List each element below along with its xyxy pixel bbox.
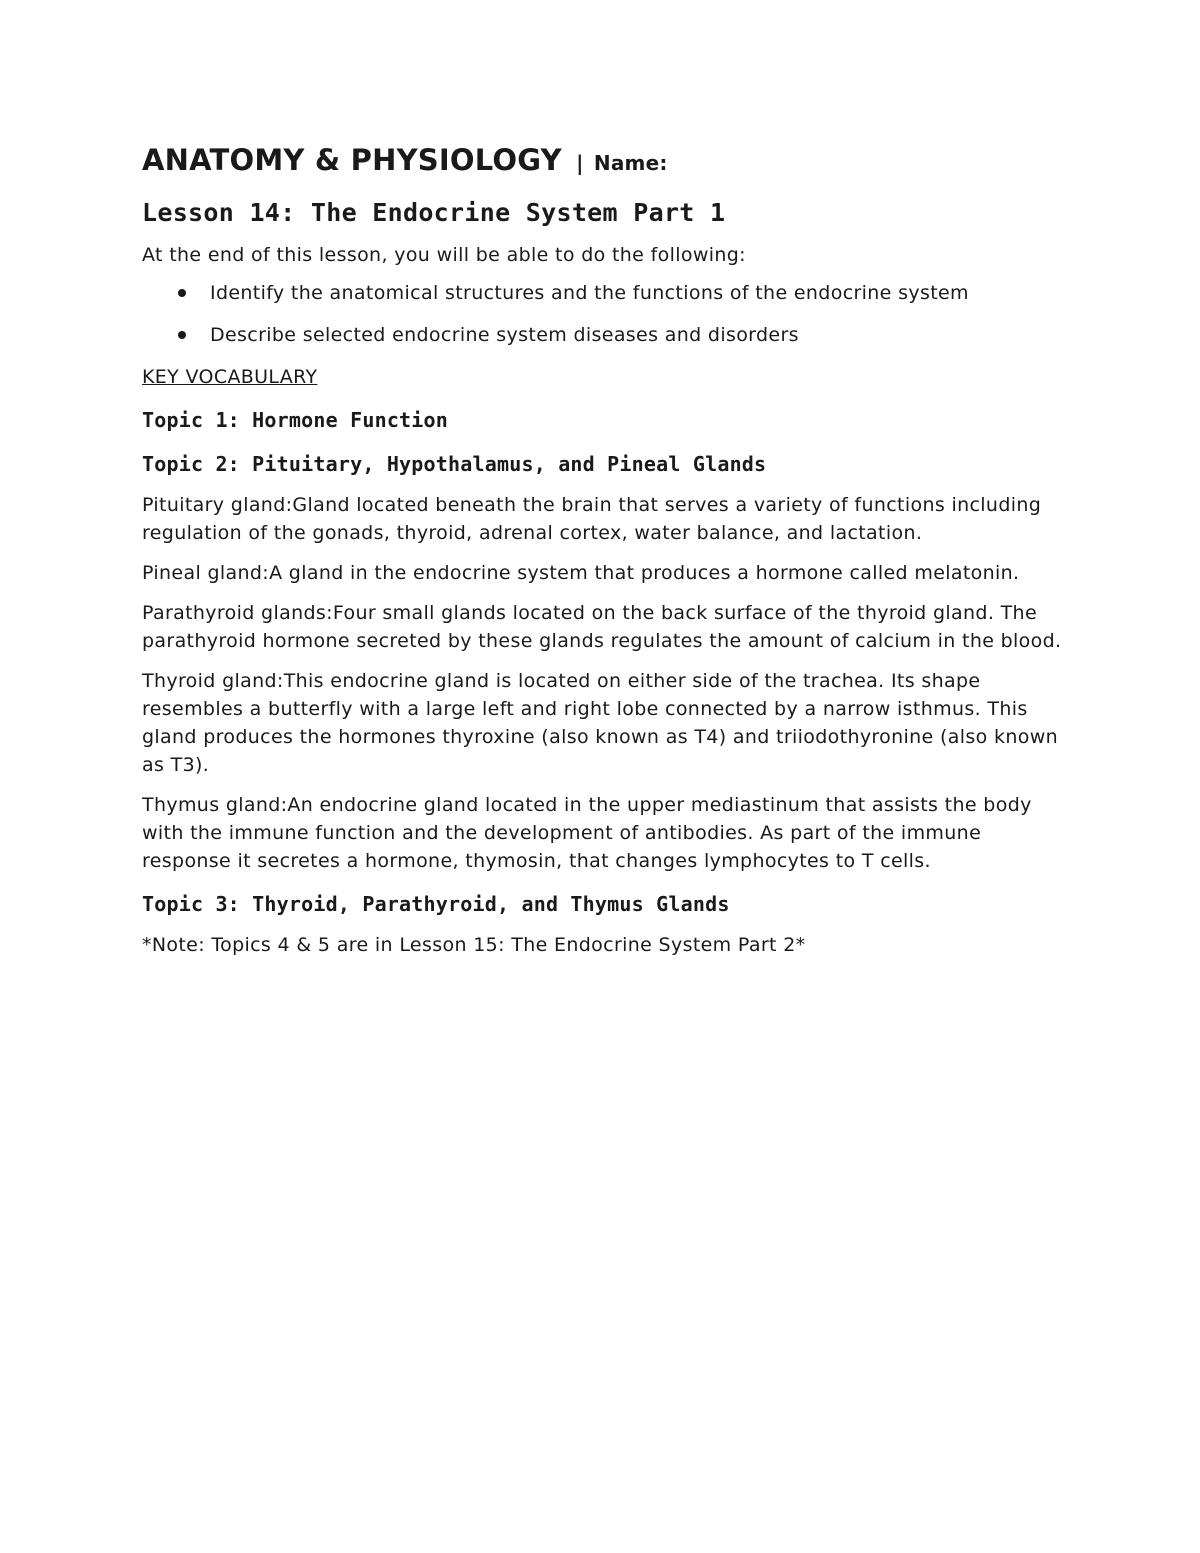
definition-term: Parathyroid glands: (142, 602, 333, 624)
definition-term: Pituitary gland: (142, 494, 293, 516)
definition-paragraph (142, 599, 1072, 655)
header-separator: | (576, 151, 584, 175)
course-title: ANATOMY & PHYSIOLOGY (142, 143, 562, 177)
objective-item (142, 279, 1072, 307)
intro-text: At the end of this lesson, you will be able to do the following: (142, 244, 746, 266)
definition-text: A gland in the endocrine system that produces a hormone called melatonin. (269, 562, 1020, 584)
topic-heading: Topic 3: Thyroid, Parathyroid, and Thymus Glands (142, 892, 730, 916)
definition-text: Four small glands located on the back surface of the thyroid gland. The parathyroid hormone secreted by these glands regulates the amount of calcium in the blood. (142, 602, 1062, 652)
objective-text: Describe selected endocrine system diseases and disorders (210, 324, 799, 346)
definition-text: This endocrine gland is located on either side of the trachea. Its shape resembles a butterfly with a large left and right lobe connected by a narrow isthmus. This gland produces the hormones thyroxine (also known as T4) and triiodothyronine (also known as T3). (142, 670, 1058, 776)
definition-term: Pineal gland: (142, 562, 270, 584)
lesson-note: *Note: Topics 4 & 5 are in Lesson 15: The Endocrine System Part 2* (142, 934, 806, 956)
lesson-title: Lesson 14: The Endocrine System Part 1 (142, 198, 726, 227)
objectives-list (142, 279, 1072, 349)
document-page (142, 138, 1072, 959)
document-header (142, 138, 1072, 185)
bullet-icon (178, 331, 186, 339)
definition-text: Gland located beneath the brain that serves a variety of functions including regulation of the gonads, thyroid, adrenal cortex, water balance, and lactation. (142, 494, 1042, 544)
topic-heading: Topic 2: Pituitary, Hypothalamus, and Pineal Glands (142, 452, 767, 476)
definition-text: An endocrine gland located in the upper mediastinum that assists the body with the immune function and the development of antibodies. As part of the immune response it secretes a hormone, thymosin, that changes lymphocytes to T cells. (142, 794, 1032, 872)
topic-heading: Topic 1: Hormone Function (142, 408, 449, 432)
definition-paragraph (142, 791, 1072, 875)
objective-text: Identify the anatomical structures and the functions of the endocrine system (210, 282, 969, 304)
bullet-icon (178, 289, 186, 297)
name-label: Name: (593, 151, 668, 175)
definition-paragraph (142, 667, 1072, 779)
definition-term: Thyroid gland: (142, 670, 284, 692)
objective-item (142, 321, 1072, 349)
definition-paragraph (142, 491, 1072, 547)
key-vocabulary-link[interactable]: KEY VOCABULARY (142, 366, 318, 388)
definition-paragraph (142, 559, 1072, 587)
definition-term: Thymus gland: (142, 794, 288, 816)
